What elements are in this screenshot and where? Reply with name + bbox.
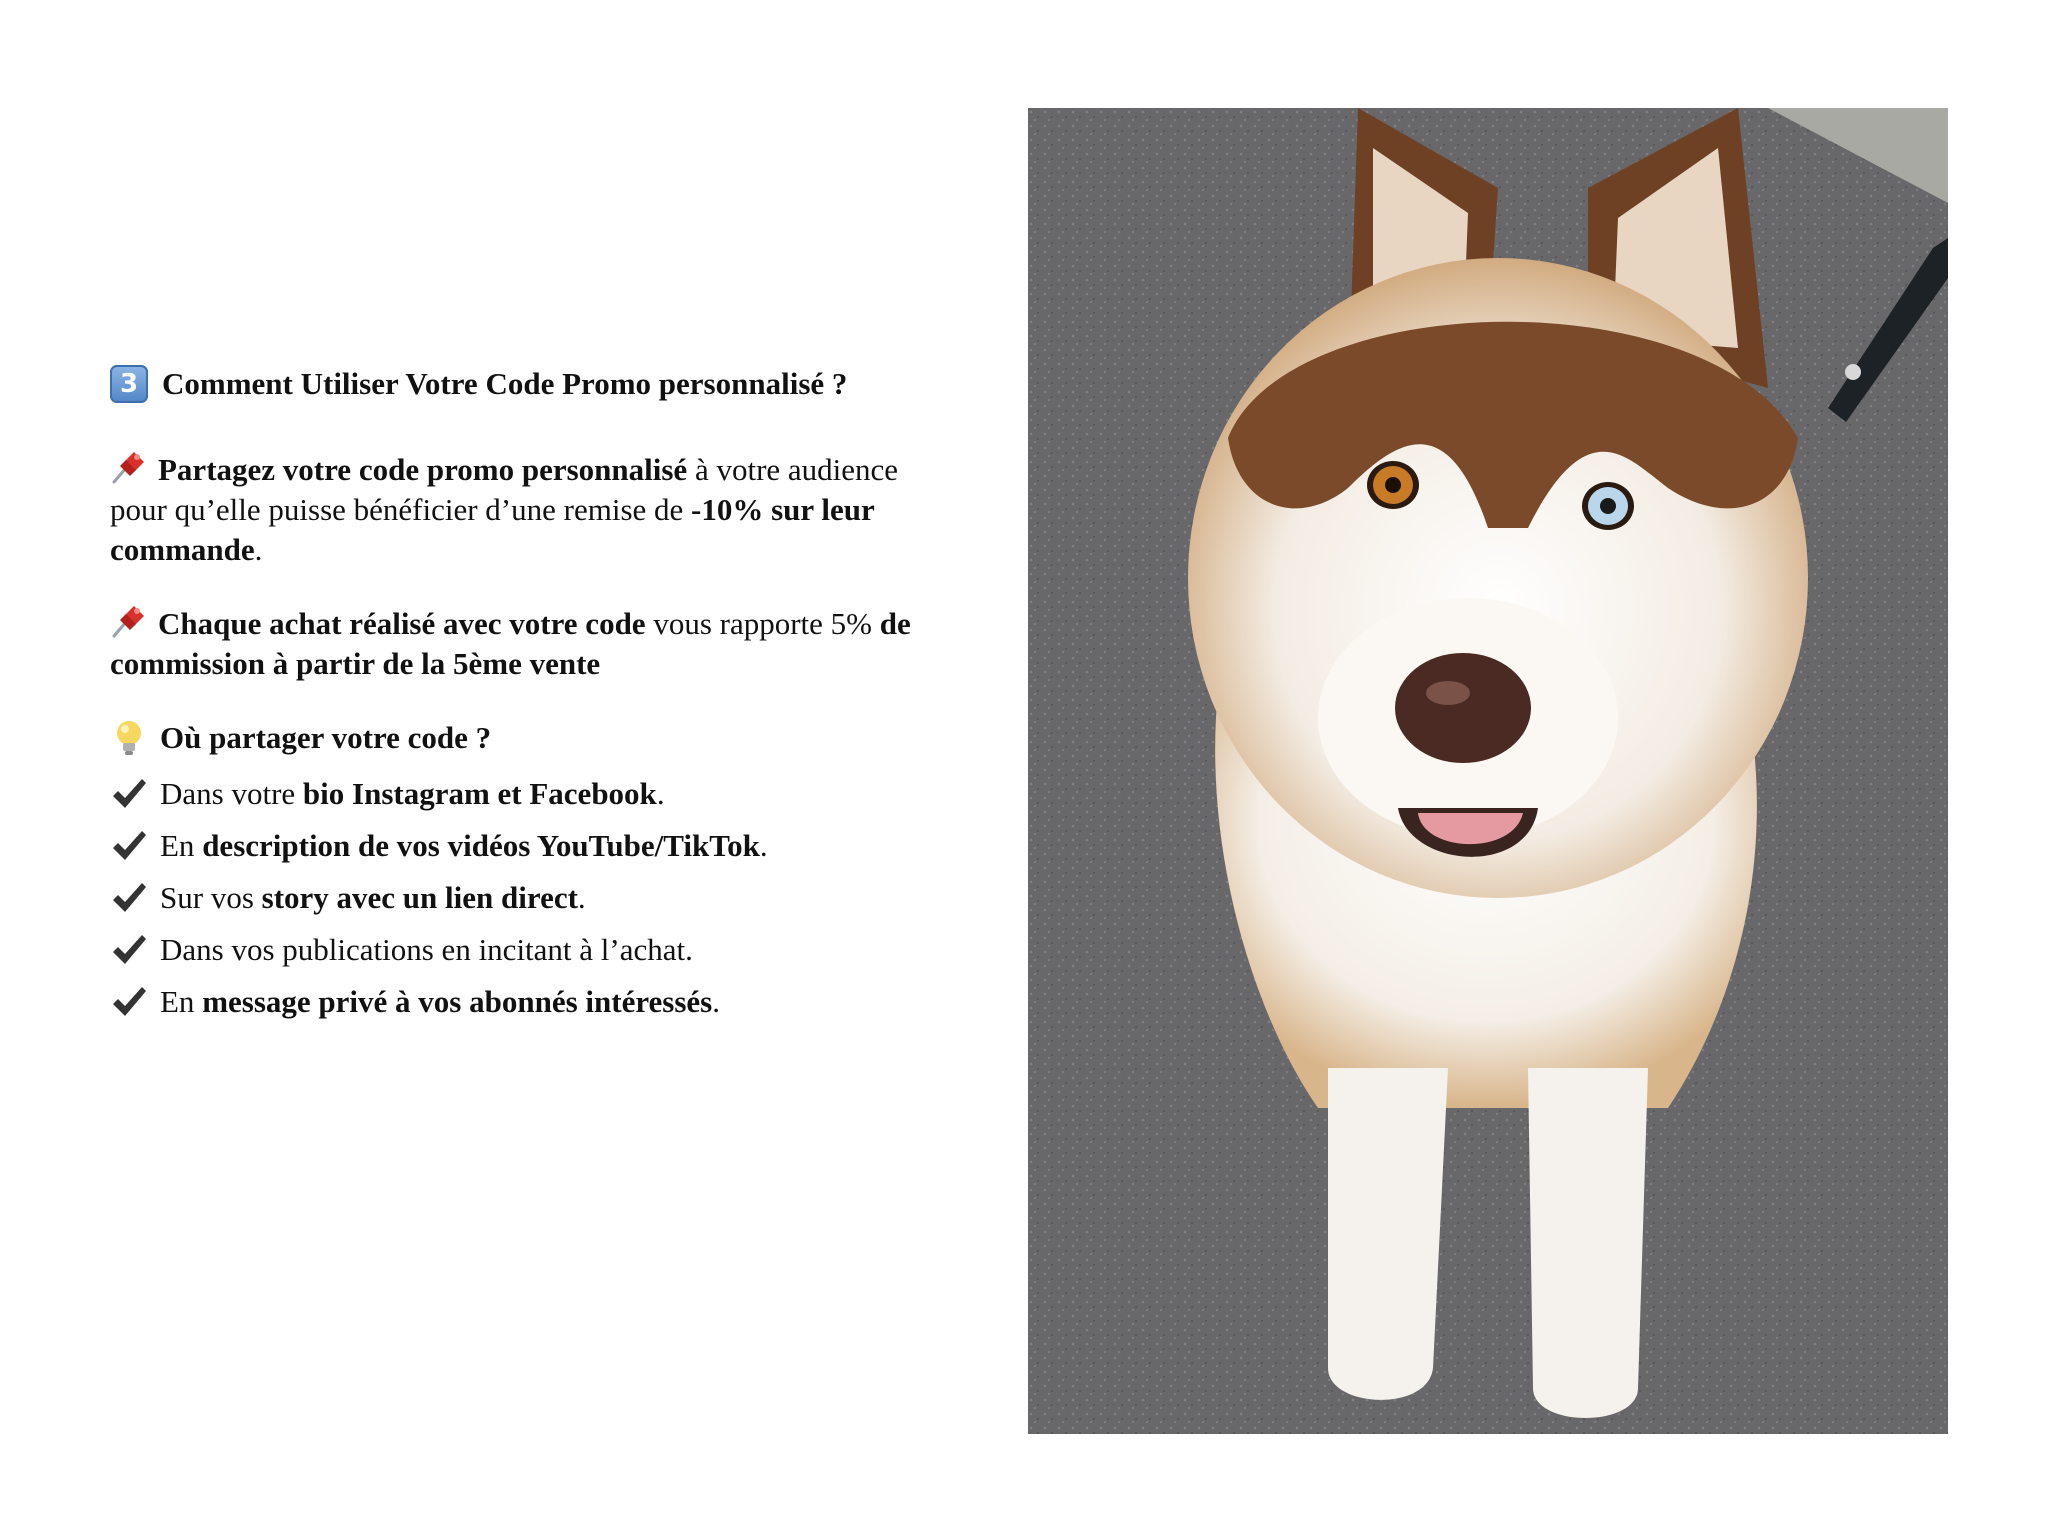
leash-ring [1845,364,1861,380]
dog-left-pupil [1385,477,1401,493]
list-item [110,976,950,1028]
list-item-text: Dans votre [160,776,303,811]
section-heading [110,362,950,406]
commission-paragraph [110,602,950,684]
dog-nose [1395,653,1531,763]
commission-text: vous rapporte 5% [645,606,880,641]
husky-photo [1028,108,1948,1434]
list-item-end: . [577,880,586,915]
share-code-text: à votre audience pour qu’elle puisse bénéficier d’une remise de [110,452,899,527]
dog-front-left-leg [1328,1068,1448,1400]
husky-illustration [1028,108,1948,1434]
checkmark-icon [110,776,148,812]
list-item-end: . [656,776,665,811]
checkmark-icon [110,828,148,864]
share-code-bold: Partagez votre code promo personnalisé [158,452,688,487]
commission-threshold-bold: de commission à partir de la 5ème vente [110,606,911,681]
list-item-end: . [759,828,768,863]
list-item-text: Sur vos [160,880,262,915]
checkmark-icon [110,880,148,916]
dog-front-right-leg [1528,1068,1648,1418]
section-heading-text: Comment Utiliser Votre Code Promo personnalisé ? [162,366,848,401]
dog-right-pupil [1600,498,1616,514]
list-item [110,768,950,820]
list-item-bold: description de vos vidéos YouTube/TikTok [202,828,760,863]
list-item-text: En [160,984,203,1019]
pushpin-icon [110,448,148,484]
list-item [110,820,950,872]
list-item-bold: bio Instagram et Facebook [302,776,657,811]
discount-bold: -10% sur leur commande [110,492,875,567]
where-to-share-title: Où partager votre code ? [160,720,492,755]
list-item-text: En [160,828,203,863]
list-item-bold: story avec un lien direct [261,880,578,915]
list-item-text: Dans vos publications en incitant à l’achat. [160,932,693,967]
checkmark-icon [110,932,148,968]
checkmark-icon [110,984,148,1020]
commission-bold: Chaque achat réalisé avec votre code [158,606,646,641]
where-to-share-heading [110,716,950,760]
share-locations-list [110,768,950,1028]
list-item [110,924,950,976]
share-code-paragraph [110,448,950,570]
list-item-bold: message privé à vos abonnés intéressés [202,984,713,1019]
list-item-end: . [712,984,720,1019]
pushpin-icon [110,602,148,638]
promo-instructions [110,362,950,1028]
lightbulb-icon [110,718,148,758]
keycap-three-icon: 3 [110,365,148,403]
dog-nose-highlight [1426,681,1470,705]
list-item [110,872,950,924]
share-code-end: . [254,532,263,567]
